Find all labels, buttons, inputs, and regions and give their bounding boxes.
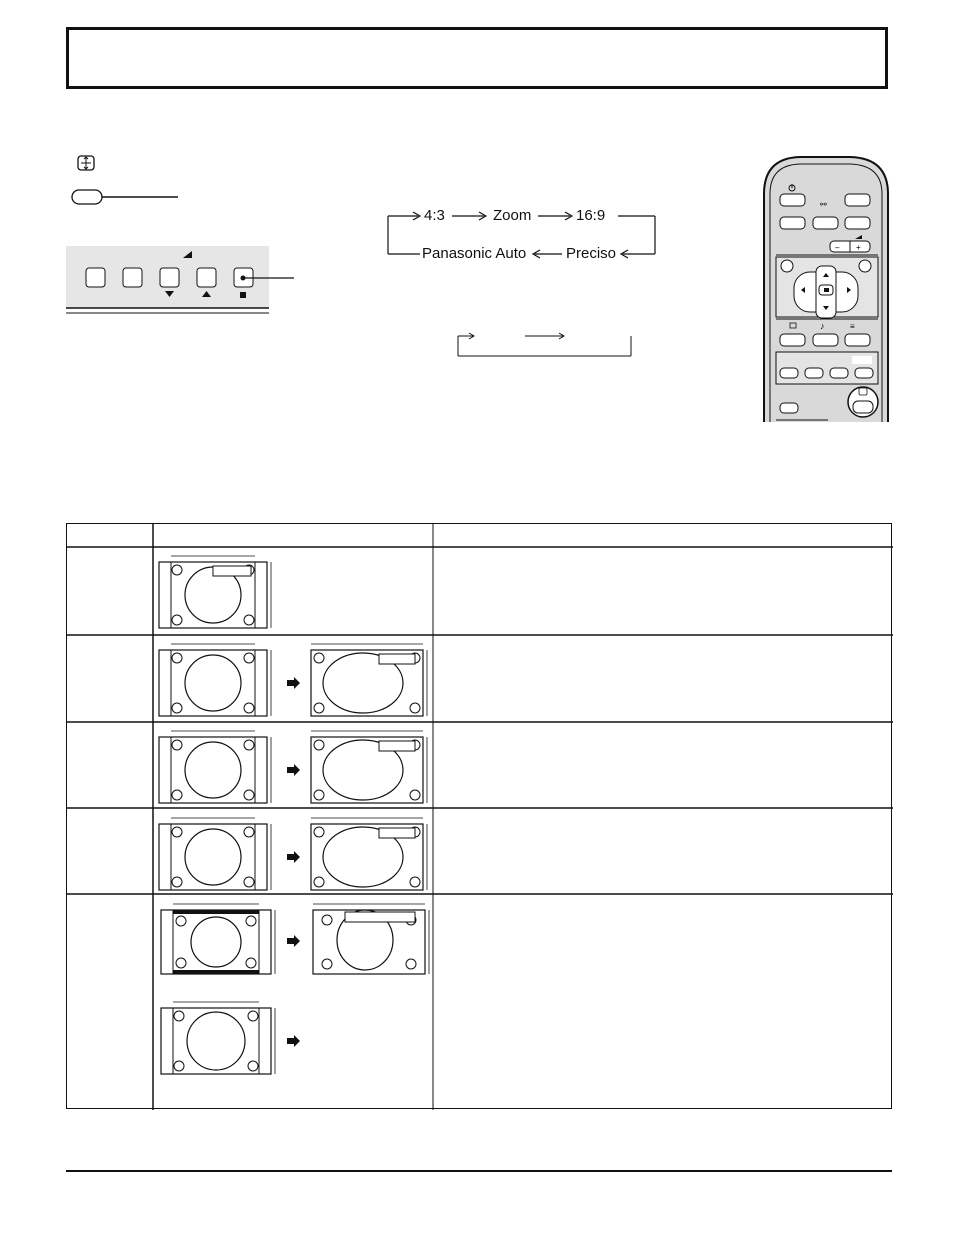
remote-button-lower-left[interactable] [780, 403, 798, 413]
remote-button-input[interactable] [780, 217, 805, 229]
svg-text:⚯: ⚯ [820, 200, 827, 209]
panel-button-1[interactable] [86, 268, 105, 287]
sequence-item-panasonic-auto: Panasonic Auto [422, 245, 527, 262]
remote-button-left-small[interactable] [781, 260, 793, 272]
remote-button-b[interactable] [813, 334, 838, 346]
svg-text:♪: ♪ [820, 321, 825, 331]
remote-control [760, 154, 894, 424]
sequence-item-zoom: Zoom [493, 207, 532, 224]
sequence-item-16-9: 16:9 [576, 207, 606, 224]
sequence-item-preciso: Preciso [566, 245, 617, 262]
svg-text:–: – [835, 243, 840, 252]
remote-button-a[interactable] [780, 334, 805, 346]
remote-button-top-right[interactable] [845, 194, 870, 206]
panel-button-down[interactable] [160, 268, 179, 287]
svg-text:+: + [856, 243, 861, 252]
footer-rule [66, 1170, 892, 1172]
aspect-sequence-diagram [380, 200, 680, 270]
panel-button-2[interactable] [123, 268, 142, 287]
remote-button-c[interactable] [845, 334, 870, 346]
aspect-icon [78, 156, 94, 170]
remote-button-aspect[interactable] [853, 401, 873, 413]
remote-dpad[interactable] [794, 266, 858, 318]
remote-color-button-4[interactable] [855, 368, 873, 378]
remote-color-button-1[interactable] [780, 368, 798, 378]
two-state-loop-diagram [455, 330, 635, 360]
remote-button-mid[interactable] [813, 217, 838, 229]
page-title-box [66, 27, 888, 89]
square-icon [240, 292, 246, 298]
remote-button-power[interactable] [780, 194, 805, 206]
remote-button-right-small[interactable] [859, 260, 871, 272]
aspect-button-callout [70, 150, 190, 210]
unit-control-panel [66, 246, 306, 318]
remote-color-button-2[interactable] [805, 368, 823, 378]
remote-color-button-3[interactable] [830, 368, 848, 378]
aspect-button-outline[interactable] [72, 190, 102, 204]
svg-text:≡: ≡ [850, 322, 855, 331]
panel-button-up[interactable] [197, 268, 216, 287]
sequence-item-4-3: 4:3 [424, 207, 445, 224]
aspect-mode-table [66, 523, 892, 1109]
remote-button-mute[interactable] [845, 217, 870, 229]
